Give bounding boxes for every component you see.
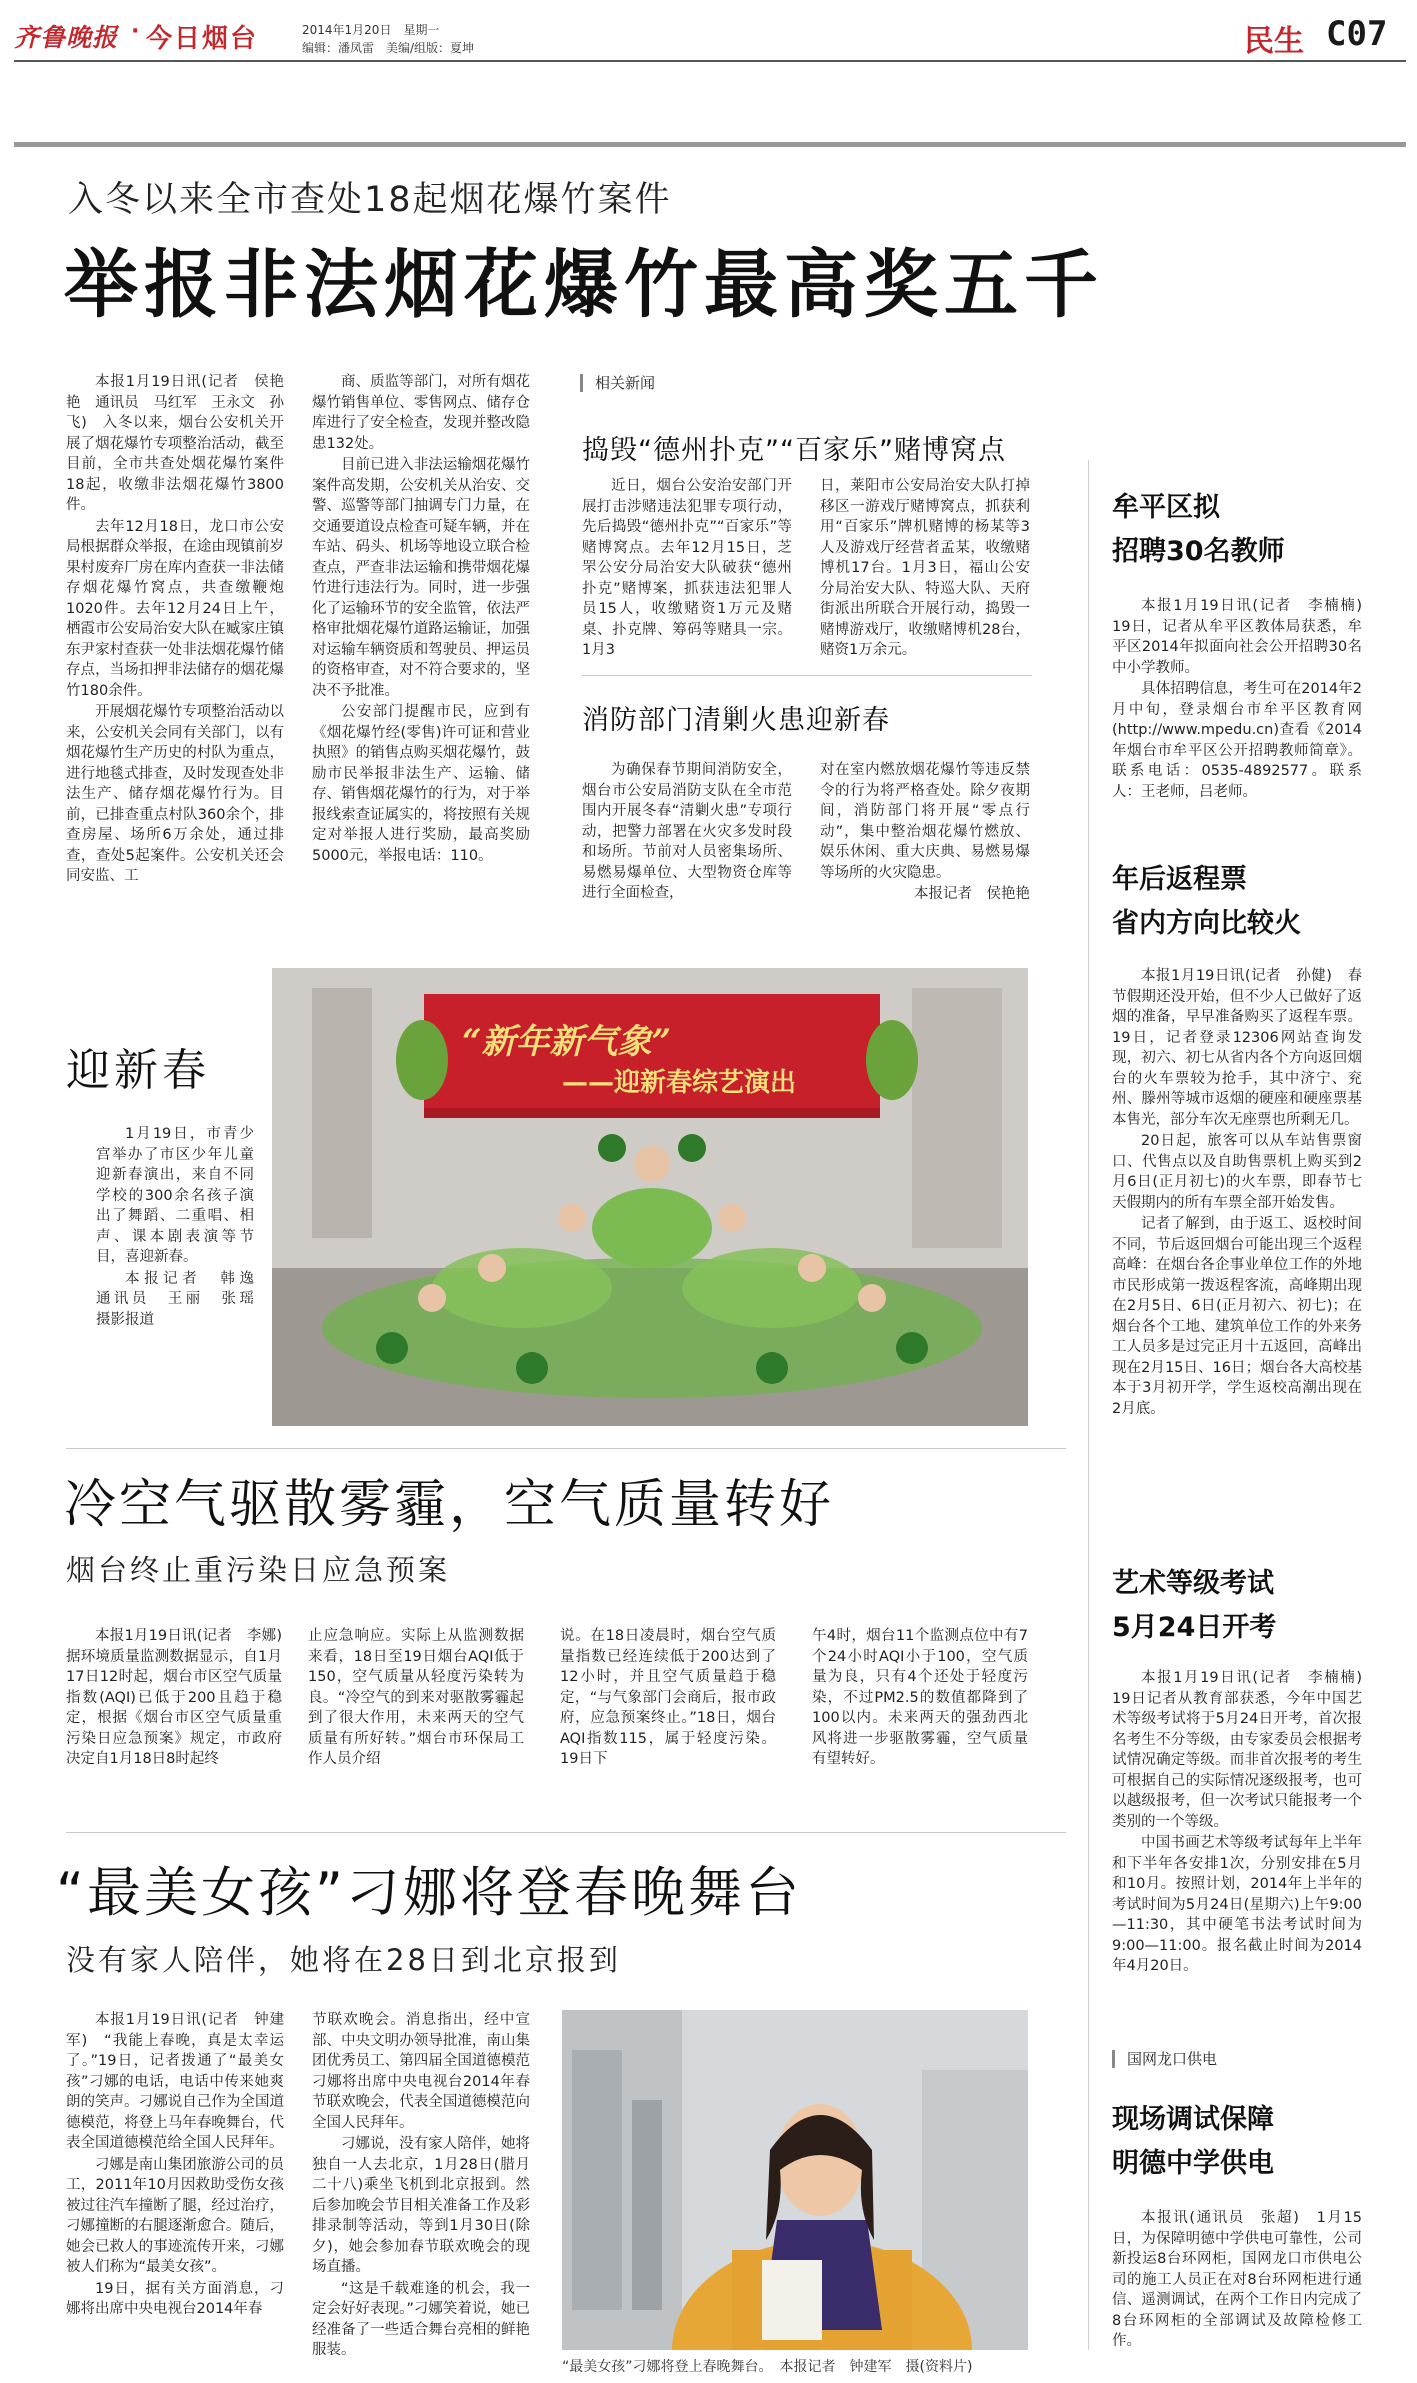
lead-para: 商、质监等部门，对所有烟花爆竹销售单位、零售网点、储存仓库进行了安全检查，发现并整改隐患132处。 <box>312 374 530 452</box>
air-para: 止应急响应。实际上从监测数据来看，18日至19日烟台AQI低于150，空气质量从轻度污染转为良。“冷空气的到来对驱散雾霾起到了很大作用，未来两天的空气质量有所好转。”烟台市环保局工作人员介绍 <box>308 1628 524 1767</box>
air-para: 本报1月19日讯(记者 李娜) 据环境质量监测数据显示，自1月17日12时起，烟台市区空气质量指数(AQI)已低于200且趋于稳定，根据《烟台市区空气质量重污染日应急预案》规定，市政府决定自1月18日8时起终 <box>66 1628 297 1767</box>
girl-para: 本报1月19日讯(记者 钟建军) “我能上春晚，真是太幸运了。”19日，记者拨通了“最美女孩”刁娜的电话，电话中传来她爽朗的笑声。刁娜说自己作为全国道德模范，将登上马年春晚舞台，代表全国道德模范给全国人民拜年。 <box>66 2012 284 2151</box>
air-subhead: 烟台终止重污染日应急预案 <box>66 1553 451 1587</box>
sidebar-para: 记者了解到，由于返工、返校时间不同，节后返回烟台可能出现三个返程高峰：在烟台各企事业单位工作的外地市民形成第一拨返程客流，高峰期出现在2月5日、6日(正月初六、初七)；在烟台各个工地、建筑单位工作的外来务工人员多是过完正月十五返回，高峰出现在2月15日、16日；烟台各大高校基本于3月初开学，学生返校高潮出现在2月底。 <box>1112 1216 1362 1417</box>
sidebar-story2-body <box>1112 966 1362 1420</box>
date-line: 2014年1月20日 星期一 <box>302 23 440 37</box>
lead-kicker: 入冬以来全市查处18起烟花爆竹案件 <box>68 180 672 220</box>
sidebar-para: 中国书画艺术等级考试每年上半年和下半年各安排1次，分别安排在5月和10月。按照计划，2014年上半年的考试时间为5月24日(星期六)上午9:00—11:30，其中硬笔书法考试时间为9:00—11:00。报名截止时间为2014年4月20日。 <box>1112 1835 1362 1974</box>
sidebar-para: 20日起，旅客可以从车站售票窗口、代售点以及自助售票机上购买到2月6日(正月初七)的火车票，即春节七天假期内的所有车票全部开始发售。 <box>1112 1133 1362 1211</box>
photo-story-body <box>96 1124 269 1331</box>
photo-story-title: 迎新春 <box>66 1045 210 1096</box>
masthead <box>14 10 1404 66</box>
header-rule <box>14 60 1406 62</box>
section-divider <box>66 1832 1066 1833</box>
headline-line: 现场调试保障 <box>1112 2104 1274 2135</box>
air-headline: 冷空气驱散雾霾，空气质量转好 <box>64 1475 835 1535</box>
related-divider <box>582 675 1032 676</box>
page-number: C07 <box>1326 14 1388 54</box>
related-story2-headline: 消防部门清剿火患迎新春 <box>582 705 890 736</box>
category-label: 民生 <box>1244 24 1304 59</box>
related-story2-col1 <box>582 760 792 905</box>
section-title: 今日烟台 <box>146 24 259 54</box>
sidebar-para: 本报1月19日讯(记者 孙健) 春节假期还没开始，但不少人已做好了返烟的准备，早早准备购买了返程车票。19日，记者登录12306网站查询发现，初六、初七从省内各个方向返回烟台的火车票较为抢手，其中济宁、兖州、滕州等城市返烟的硬座和硬座票基本售光，部分车次无座票也所剩无几。 <box>1112 968 1362 1128</box>
sidebar-story4-headline <box>1112 2098 1274 2186</box>
sidebar-story2-headline <box>1112 858 1301 946</box>
lead-para: 去年12月18日，龙口市公安局根据群众举报，在途由现镇前岁果村废弃厂房在库内查获一非法储存烟花爆竹窝点，共查缴鞭炮1020件。去年12月24日上午，栖霞市公安局治安大队在臧家庄镇东尹家村查获一处非法烟花爆竹储存点，当场扣押非法储存的烟花爆竹180余件。 <box>66 518 284 699</box>
air-para: 说。在18日凌晨时，烟台空气质量指数已经连续低于200达到了12小时，并且空气质量趋于稳定，“与气象部门会商后，报市政府，应急预案终止。”18日，烟台AQI指数115，属于轻度污染。19日下 <box>560 1628 776 1767</box>
column-divider <box>1088 460 1089 2350</box>
air-column-4 <box>812 1626 1028 1771</box>
girl-para: 刁娜说，没有家人陪伴，她将独自一人去北京，1月28日(腊月二十八)乘坐飞机到北京报到。然后参加晚会节目相关准备工作及彩排录制等活动，等到1月30日(除夕)，她会参加春节联欢晚会的现场直播。 <box>312 2136 530 2275</box>
photo-story-para: 1月19日，市青少宫举办了市区少年儿童迎新春演出，来自不同学校的300余名孩子演出了舞蹈、二重唱、相声、课本剧表演等节目，喜迎新春。 <box>96 1126 254 1265</box>
photo-story-credit: 本报记者 韩逸 通讯员 王丽 张瑶 摄影报道 <box>96 1270 269 1328</box>
dance-performance-photo <box>272 968 1028 1426</box>
air-para: 午4时，烟台11个监测点位中有7个24小时AQI小于100，空气质量为良，只有4个还处于轻度污染，不过PM2.5的数值都降到了100以内。未来两天的强劲西北风将进一步驱散雾霾，空气质量有望转好。 <box>812 1628 1028 1767</box>
lead-para: 本报1月19日讯(记者 侯艳艳 通讯员 马红军 王永文 孙飞) 入冬以来，烟台公安机关开展了烟花爆竹专项整治活动，截至目前，全市共查处烟花爆竹案件18起，收缴非法烟花爆竹3800件。 <box>66 374 284 513</box>
related-para: 近日，烟台公安治安部门开展打击涉赌违法犯罪专项行动，先后捣毁“德州扑克”“百家乐”等赌博窝点。去年12月15日，芝罘公安分局治安大队破获“德州扑克”赌博案，抓获违法犯罪人员15人，收缴赌资1万元及赌桌、扑克牌、筹码等赌具一宗。1月3 <box>582 478 792 658</box>
girl-para: 刁娜是南山集团旅游公司的员工，2011年10月因救助受伤女孩被过往汽车撞断了腿，经过治疗，刁娜撞断的右腿逐渐愈合。随后，她会已救人的事迹流传开来，刁娜被人们称为“最美女孩”。 <box>66 2156 284 2275</box>
lead-para: 开展烟花爆竹专项整治活动以来，公安机关会同有关部门，以有烟花爆竹生产历史的村队为重点，进行地毯式排查，及时发现查处非法生产、储存烟花爆竹行为。目前，已排查重点村队360余个，排查房屋、场所6万余处，通过排查，查处5起案件。公安机关还会同安监、工 <box>66 704 284 884</box>
lead-column-1 <box>66 372 284 888</box>
girl-subhead: 没有家人陪伴，她将在28日到北京报到 <box>66 1943 621 1977</box>
portrait-photo <box>562 2010 1028 2350</box>
girl-para: 19日，据有关方面消息，刁娜将出席中央电视台2014年春 <box>66 2280 284 2317</box>
girl-column-1 <box>66 2010 284 2321</box>
related-para: 为确保春节期间消防安全，烟台市公安局消防支队在全市范围内开展冬春“清剿火患”专项行动，把警力部署在火灾多发时段和场所。节前对人员密集场所、易燃易爆单位、大型物资仓库等进行全面检查， <box>582 762 792 901</box>
sidebar-para: 具体招聘信息，考生可在2014年2月中旬，登录烟台市牟平区教育网(http://www.mpedu.cn)查看《2014年烟台市牟平区公开招聘教师简章》。联系电话：0535-4892577。联系人：王老师，吕老师。 <box>1112 681 1362 800</box>
air-column-3 <box>560 1626 776 1771</box>
headline-line: 年后返程票 <box>1112 864 1247 895</box>
headline-line: 招聘30名教师 <box>1112 536 1285 567</box>
headline-line: 省内方向比较火 <box>1112 908 1301 939</box>
related-story1-headline: 捣毁“德州扑克”“百家乐”赌博窝点 <box>582 435 1006 466</box>
sidebar-story4-tag: 国网龙口供电 <box>1112 2050 1217 2068</box>
newspaper-logo: 齐鲁晚报 <box>14 23 119 52</box>
sidebar-story3-body <box>1112 1668 1377 1978</box>
headline-line: 5月24日开考 <box>1112 1612 1277 1643</box>
sidebar-story1-headline <box>1112 486 1285 574</box>
headline-line: 明德中学供电 <box>1112 2148 1274 2179</box>
girl-para: 节联欢晚会。消息指出，经中宣部、中央文明办领导批准，南山集团优秀员工、第四届全国道德模范刁娜将出席中央电视台2014年春节联欢晚会，代表全国道德模范向全国人民拜年。 <box>312 2012 530 2131</box>
air-column-1 <box>66 1626 297 1771</box>
lead-headline: 举报非法烟花爆竹最高奖五千 <box>64 242 1104 328</box>
banner-text-line1: “新年新气象” <box>462 1022 672 1062</box>
lead-para: 目前已进入非法运输烟花爆竹案件高发期，公安机关从治安、交警、巡警等部门抽调专门力量，在交通要道设点检查可疑车辆，并在车站、码头、机场等地设立联合检查点，严查非法运输和携带烟花爆竹进行违法行为。同时，进一步强化了运输环节的安全监管，依法严格审批烟花爆竹道路运输证，加强对运输车辆资质和驾驶员、押运员的资格审查，对不符合要求的，坚决不予批准。 <box>312 457 530 699</box>
lead-column-2 <box>312 372 530 867</box>
headline-line: 牟平区拟 <box>1112 492 1220 523</box>
related-news-tag: 相关新闻 <box>580 374 655 392</box>
sidebar-story3-headline <box>1112 1562 1276 1650</box>
sidebar-para: 本报讯(通讯员 张超) 1月15日，为保障明德中学供电可靠性，公司新投运8台环网柜，国网龙口市供电公司的施工人员正在对8台环网柜进行通信、遥测调试，在两个工作日内完成了8台环网柜的全部调试及故障检修工作。 <box>1112 2210 1362 2349</box>
lead-para: 公安部门提醒市民，应到有《烟花爆竹经(零售)许可证和营业执照》的销售点购买烟花爆竹，鼓励市民举报非法生产、运输、储存、销售烟花爆竹的行为，对于举报线索查证属实的，将按照有关规定对举报人进行奖励，最高奖励5000元，举报电话：110。 <box>312 704 530 864</box>
sidebar-story4-body <box>1112 2208 1362 2353</box>
header-separator: · <box>131 19 140 44</box>
sidebar-para: 本报1月19日讯(记者 李楠楠) 19日记者从教育部获悉，今年中国艺术等级考试将于5月24日开考，首次报名考生不分等级，由专家委员会根据考试情况确定等级。而非首次报考的考生可根据自己的实际情况逐级报考，也可以越级报考，但一次考试只能报考一个类别的一个等级。 <box>1112 1670 1377 1830</box>
top-section-rule <box>14 142 1406 147</box>
air-column-2 <box>308 1626 524 1771</box>
sidebar-para: 本报1月19日讯(记者 李楠楠) 19日，记者从牟平区教体局获悉，牟平区2014年拟面向社会公开招聘30名中小学教师。 <box>1112 598 1377 676</box>
girl-headline: “最美女孩”刁娜将登春晚舞台 <box>56 1861 802 1924</box>
headline-line: 艺术等级考试 <box>1112 1568 1274 1599</box>
related-story2-col2 <box>820 760 1030 906</box>
girl-para: “这是千载难逢的机会，我一定会好好表现。”刁娜笑着说，她已经准备了一些适合舞台亮相的鲜艳服装。 <box>312 2280 530 2358</box>
byline: 本报记者 侯艳艳 <box>914 886 1030 902</box>
related-para: 日，莱阳市公安局治安大队打掉移区一游戏厅赌博窝点，抓获利用“百家乐”牌机赌博的杨某等3人及游戏厅经营者孟某，收缴赌博机17台。1月3日，福山公安分局治安大队、特巡大队、天府街派出所联合开展行动，捣毁一赌博游戏厅，收缴赌博机28台，赌资1万余元。 <box>820 478 1030 658</box>
sidebar-story1-body <box>1112 596 1377 803</box>
related-story1-col1 <box>582 476 792 662</box>
editor-line: 编辑：潘凤雷 美编/组版：夏坤 <box>302 41 475 55</box>
section-divider <box>66 1448 1066 1449</box>
portrait-illustration <box>562 2010 1028 2350</box>
related-para: 对在室内燃放烟花爆竹等违反禁令的行为将严格查处。除夕夜期间，消防部门将开展“零点行动”，集中整治烟花爆竹燃放、娱乐休闲、重大庆典、易燃易爆等场所的火灾隐患。 <box>820 762 1030 881</box>
related-story1-col2 <box>820 476 1030 662</box>
girl-column-2 <box>312 2010 530 2362</box>
portrait-caption: “最美女孩”刁娜将登上春晚舞台。 本报记者 钟建军 摄(资料片) <box>562 2359 973 2375</box>
banner-text-line2: ——迎新春综艺演出 <box>562 1068 797 1098</box>
